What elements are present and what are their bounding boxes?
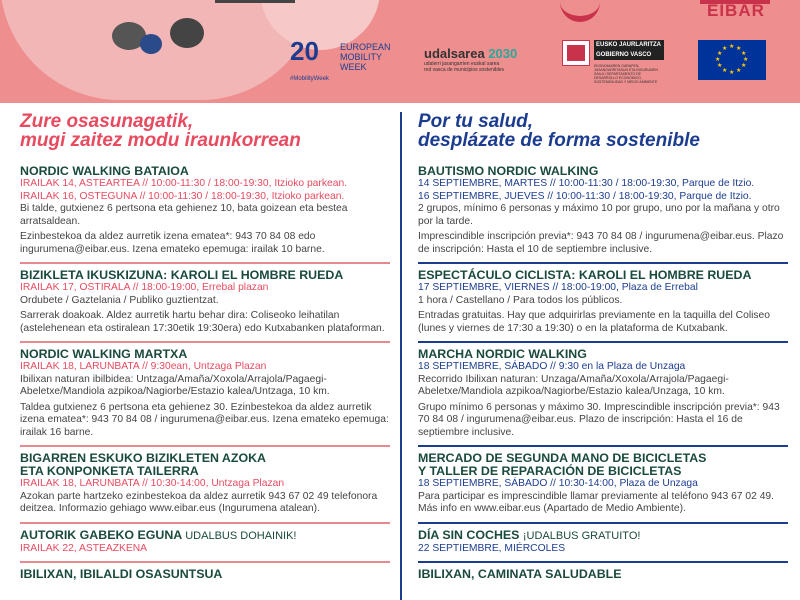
basque-shield-icon — [562, 40, 590, 66]
event-nordic-walking-bataioa: NORDIC WALKING BATAIOA IRAILAK 14, ASTEARTEA // 10:00-11:30 / 18:00-19:30, Itzioko parkean. IRAILAK 16, OSTEGUNA // 10:00-11:30 / 18:00-19:30, Itzioko parkean. Bi talde, gutxienez 6 pertsona eta gehienez 10, bata goizean eta bestea arratsaldean. Ezinbestekoa da aldez aurretik izena ematea*: 943 70 84 08 edo ingurumena@eibar.eus. Izena emateko epemuga: irailak 10 barne. — [20, 164, 348, 255]
column-title: Por tu salud, desplázate de forma sostenible — [418, 111, 700, 151]
basque-column — [20, 112, 390, 581]
european-mobility-week-logo — [290, 36, 400, 88]
event-bizikleten-azoka: BIGARREN ESKUKO BIZIKLETEN AZOKA ETA KONPONKETA TAILERRA IRAILAK 18, LARUNBATA // 10:30-14:00, Untzaga Plazan Azokan parte hartzeko ezinbestekoa da aldez aurretik 943 67 02 49 telefonora deitzea. Informazio gehiago www.eibar.eus (Ingurumena atalean). — [20, 445, 390, 516]
bicycle-illustration — [215, 0, 295, 10]
event-espectaculo-ciclista: ESPECTÁCULO CICLISTA: KAROLI EL HOMBRE RUEDA 17 SEPTIEMBRE, VIERNES // 18:00-19:00, Plaza de Errebal 1 hora / Castellano / Para todos los públicos. Entradas gratuitas. Hay que adquirirlas previamente en la taquilla del Coliseo (lunes y viernes de 17:30 a 19:30) o en la plataforma de Kutxabank. — [418, 262, 788, 335]
event-caminata-saludable: IBILIXAN, CAMINATA SALUDABLE — [418, 561, 788, 581]
event-ibilixan: IBILIXAN, IBILALDI OSASUNTSUA — [20, 561, 390, 581]
event-nordic-walking-martxa: NORDIC WALKING MARTXA IRAILAK 18, LARUNBATA // 9:30ean, Untzaga Plazan Ibilixan naturan ibilbidea: Untzaga/Amaña/Xoxola/Arrajola/Pagaegi-Abeletxe/Mandiola azpikoa/Nagiorbe/Estazio kalea/Untzaga, 10 km. Taldea gutxienez 6 pertsona eta gehienez 30. Ezinbestekoa da aldez aurretik izena ematea*: 943 70 84 08 / ingurumena@eibar.eus. Izena emateko epemuga: irailak 16 barne. — [20, 341, 390, 439]
mobility-week-hashtag: #MobilityWeek — [290, 76, 329, 82]
event-mercado-bicicletas: MERCADO DE SEGUNDA MANO DE BICICLETAS Y TALLER DE REPARACIÓN DE BICICLETAS 18 SEPTIEMBRE, SÁBADO // 10:30-14:00, Plaza de Unzaga Para participar es imprescindible llamar previamente al teléfono 943 67 02 49. Más info en www.eibar.eus (Apartado de Medio Ambiente). — [418, 445, 788, 516]
event-marcha-nordic-walking: MARCHA NORDIC WALKING 18 SEPTIEMBRE, SÁBADO // 9:30 en la Plaza de Unzaga Recorrido Ibilixan naturan: Unzaga/Amaña/Xoxola/Arrajola/Pagaegi-Abeletxe/Mandiola azpikoa/Nagiorbe/Estazio kalea/Unzaga, 10 km. Grupo mínimo 6 personas y máximo 30. Imprescindible inscripción previa*: 943 70 84 08 / ingurumena@eibar.eus. Plazo de inscripción: Hasta el 16 de septiembre inclusive. — [418, 341, 788, 439]
character-head-left — [140, 34, 162, 54]
eibar-logo: EIBAR — [707, 1, 765, 20]
column-title: Zure osasunagatik, mugi zaitez modu iraunkorrean — [20, 111, 301, 151]
eu-flag-icon: ★ ★ ★ ★ ★ ★ ★ ★ ★ ★ ★ ★ — [698, 40, 766, 80]
event-bautismo-nordic-walking: BAUTISMO NORDIC WALKING 14 SEPTIEMBRE, MARTES // 10:00-11:30 / 18:00-19:30, Parque de Itzio. 16 SEPTIEMBRE, JUEVES // 10:00-11:30 / 18:00-19:30, Parque de Itzio. 2 grupos, mínimo 6 personas y máximo 10 por grupo, uno por la mañana y otro por la tarde. Imprescindible inscripción previa*: 943 70 84 08 / ingurumena@eibar.eus. Plazo de inscripción: Hasta el 10 de septiembre inclusive. — [418, 164, 784, 255]
column-divider — [400, 112, 402, 600]
event-bizikleta-ikuskizuna: BIZIKLETA IKUSKIZUNA: KAROLI EL HOMBRE RUEDA IRAILAK 17, OSTIRALA // 18:00-19:00, Errebal plazan Ordubete / Gaztelania / Publiko guztientzat. Sarrerak doakoak. Aldez aurretik hartu behar dira: Coliseoko leihatilan (astelehenean eta ostiralean 17:30etik 19:30era) edo Kutxabanken plataforman. — [20, 262, 390, 335]
header-banner: EIBAR 20 EUROPEAN MOBILITY WEEK #MobilityWeek udalsarea 2030 udalerri jasangarrien euskal sarea red vasca de municipios sostenibles EUSKO JAURLARITZA GOBIERNO VASCO EKONOMIAREN GARAPEN, JASANGARRITASUN ETA INGURUMEN SAILA / DEPARTAMENTO DE DESARROLLO ECONÓMICO, SOSTENIBILIDAD Y MEDIO AMBIENTE ★ ★ ★ ★ ★ ★ ★ ★ ★ ★ ★ ★ — [0, 0, 800, 103]
event-dia-sin-coches: DÍA SIN COCHES ¡UDALBUS GRATUITO! 22 SEPTIEMBRE, MIÉRCOLES — [418, 522, 788, 556]
mobility-week-text: EUROPEAN MOBILITY WEEK — [340, 42, 391, 72]
event-autorik-gabeko-eguna: AUTORIK GABEKO EGUNA UDALBUS DOHAINIK! IRAILAK 22, ASTEAZKENA — [20, 522, 390, 556]
udalsarea-logo: udalsarea 2030 udalerri jasangarrien euskal sarea red vasca de municipios sostenibles — [424, 46, 518, 73]
spanish-column — [418, 112, 788, 581]
ribbon-logo — [560, 0, 600, 22]
character-illustration-right — [170, 18, 204, 48]
mobility-week-number: 20 — [290, 36, 319, 66]
